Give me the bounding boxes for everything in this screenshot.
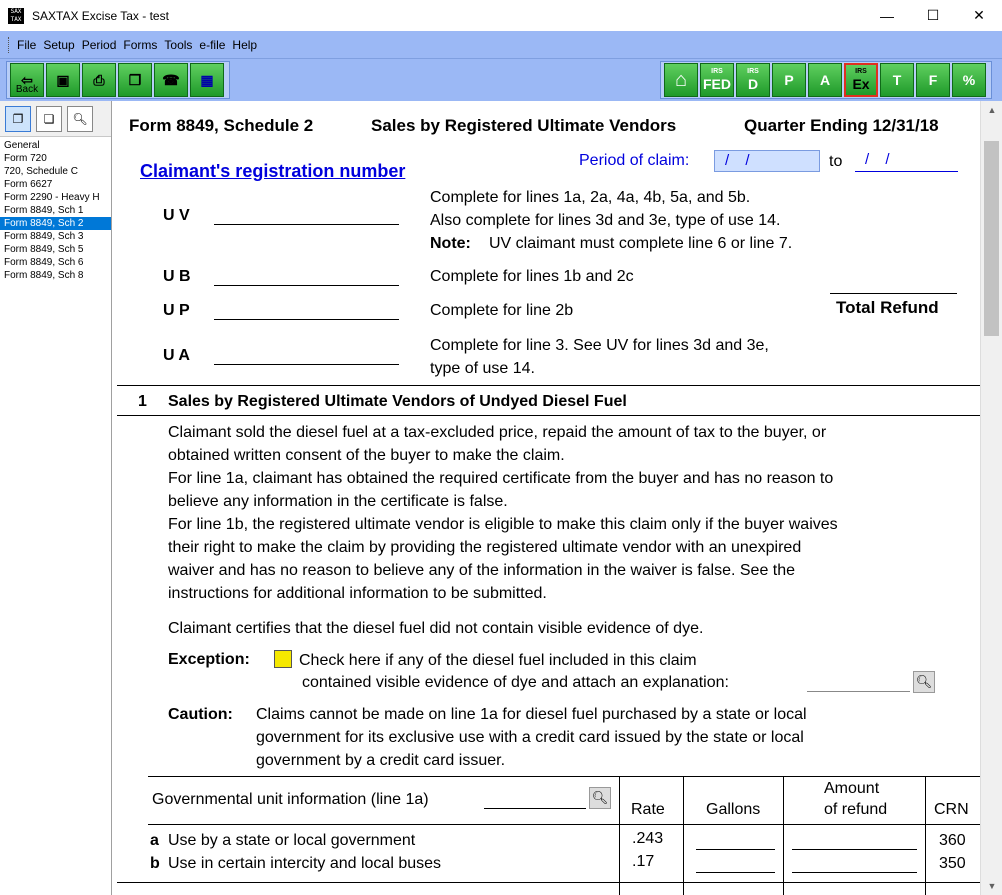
copy-button[interactable]: [118, 63, 152, 97]
exception-checkbox[interactable]: [274, 650, 292, 668]
caution-line: Claims cannot be made on line 1a for diesel fuel purchased by a state or local: [256, 706, 807, 723]
row-crn: 360: [939, 832, 966, 849]
fax-icon: ☎: [162, 71, 180, 88]
form-list-item[interactable]: Form 8849, Sch 6: [4, 257, 84, 268]
exception-label: Exception:: [168, 651, 250, 668]
col-crn-header: CRN: [934, 801, 969, 818]
calculator-button[interactable]: [190, 63, 224, 97]
refund-amount-input[interactable]: [792, 832, 917, 850]
claimant-registration-label: Claimant's registration number: [140, 161, 406, 181]
forms-view-icon[interactable]: ❐: [5, 106, 31, 132]
form-subtitle: Sales by Registered Ultimate Vendors: [371, 116, 677, 135]
quarter-ending: Quarter Ending 12/31/18: [744, 116, 939, 135]
row-crn: 350: [939, 855, 966, 872]
maximize-button[interactable]: ☐: [926, 7, 940, 23]
percent-button[interactable]: %: [952, 63, 986, 97]
forms-panel: [0, 101, 112, 895]
form-list-item[interactable]: Form 2290 - Heavy H: [4, 192, 100, 203]
toolbar-left-group: [6, 61, 230, 99]
row-description: Use in certain intercity and local buses: [168, 855, 442, 872]
save-button[interactable]: [46, 63, 80, 97]
note-label: Note:: [430, 235, 471, 252]
total-refund-label: Total Refund: [836, 298, 939, 317]
instruction-line: Claimant sold the diesel fuel at a tax-excluded price, repaid the amount of tax to the buyer, or: [168, 424, 827, 441]
governmental-unit-label: Governmental unit information (line 1a): [152, 791, 429, 808]
t-button[interactable]: T: [880, 63, 914, 97]
row-letter: b: [150, 855, 160, 872]
print-icon: ⎙: [93, 71, 105, 88]
form-list-item[interactable]: Form 8849, Sch 1: [4, 205, 84, 216]
scroll-down-icon[interactable]: ▼: [987, 881, 997, 891]
period-to-field[interactable]: / /: [855, 150, 958, 172]
period-from-field[interactable]: / /: [714, 150, 820, 172]
line-1-title: Sales by Registered Ultimate Vendors of Undyed Diesel Fuel: [168, 393, 627, 410]
menu-file[interactable]: File: [17, 37, 37, 52]
uv-desc-1: Complete for lines 1a, 2a, 4a, 4b, 5a, and 5b.: [430, 189, 751, 206]
ua-code: U A: [163, 347, 190, 364]
minimize-button[interactable]: —: [880, 7, 894, 24]
period-of-claim-label: Period of claim:: [579, 152, 690, 169]
window-title: SAXTAX Excise Tax - test: [32, 8, 169, 23]
table-col-divider: [683, 776, 684, 895]
form-list-item[interactable]: Form 6627: [4, 179, 53, 190]
title-bar: [0, 0, 1002, 31]
instruction-line: instructions for additional information to be submitted.: [168, 585, 547, 602]
menu-setup[interactable]: Setup: [43, 37, 75, 52]
form-list-item[interactable]: Form 8849, Sch 3: [4, 231, 84, 242]
form-list-item[interactable]: Form 720: [4, 153, 47, 164]
total-refund-line: [830, 293, 957, 294]
p-button[interactable]: P: [772, 63, 806, 97]
app-icon: SAX TAX: [8, 8, 24, 24]
instruction-line: For line 1a, claimant has obtained the required certificate from the buyer and has no reason to: [168, 470, 834, 487]
to-label: to: [829, 153, 843, 170]
vertical-scrollbar[interactable]: [980, 101, 1002, 895]
preview-icon[interactable]: 🔍︎: [67, 106, 93, 132]
irs-d-button[interactable]: IRS D: [736, 63, 770, 97]
table-top-border: [148, 776, 980, 777]
ub-code: U B: [163, 268, 191, 285]
col-amount-header: Amount: [824, 780, 880, 797]
form-list-item[interactable]: 720, Schedule C: [4, 166, 78, 177]
ub-desc: Complete for lines 1b and 2c: [430, 268, 634, 285]
governmental-unit-field[interactable]: [484, 791, 586, 809]
fed-button[interactable]: IRS FED: [700, 63, 734, 97]
explanation-search-icon[interactable]: 🔍︎: [913, 671, 935, 693]
menu-period[interactable]: Period: [81, 37, 117, 52]
menu-forms[interactable]: Forms: [123, 37, 158, 52]
forms-panel-toolbar: [0, 101, 111, 137]
back-icon: ⇦: [21, 71, 33, 88]
gallons-input[interactable]: [696, 855, 775, 873]
menu-efile[interactable]: e-file: [199, 37, 226, 52]
menu-bar: [0, 31, 1002, 59]
menu-help[interactable]: Help: [232, 37, 258, 52]
section-divider: [117, 385, 980, 386]
close-button[interactable]: ✕: [973, 7, 985, 23]
caution-label: Caution:: [168, 706, 233, 723]
excise-button[interactable]: IRS Ex: [844, 63, 878, 97]
col-gallons-header: Gallons: [706, 801, 761, 818]
home-button[interactable]: [664, 63, 698, 97]
ua-registration-field[interactable]: [214, 347, 399, 365]
governmental-unit-search-icon[interactable]: 🔍︎: [589, 787, 611, 809]
instruction-line: their right to make the claim by providing the registered ultimate vendor with an unexpired: [168, 539, 802, 556]
up-code: U P: [163, 302, 190, 319]
instruction-line: believe any information in the certificate is false.: [168, 493, 508, 510]
f-button[interactable]: F: [916, 63, 950, 97]
table-col-divider: [925, 776, 926, 895]
up-registration-field[interactable]: [214, 302, 399, 320]
scrollbar-thumb[interactable]: [984, 141, 999, 336]
caution-line: government for its exclusive use with a credit card issued by the state or local: [256, 729, 804, 746]
form-area: [117, 101, 980, 895]
table-header-border: [148, 824, 980, 825]
section-divider: [117, 415, 980, 416]
ua-desc-1: Complete for line 3. See UV for lines 3d and 3e,: [430, 337, 769, 354]
uv-desc-2: Also complete for lines 3d and 3e, type of use 14.: [430, 212, 781, 229]
form-list-item[interactable]: General: [4, 140, 40, 151]
scroll-up-icon[interactable]: ▲: [987, 105, 997, 115]
form-title: Form 8849, Schedule 2: [129, 116, 314, 135]
ub-registration-field[interactable]: [214, 268, 399, 286]
gallons-input[interactable]: [696, 832, 775, 850]
instruction-line: obtained written consent of the buyer to make the claim.: [168, 447, 565, 464]
exception-text-2: contained visible evidence of dye and attach an explanation:: [302, 674, 729, 691]
row-rate: .17: [632, 853, 655, 870]
calculator-icon: ▦: [200, 71, 214, 88]
row-description: Use by a state or local government: [168, 832, 416, 849]
menu-tools[interactable]: Tools: [164, 37, 193, 52]
certification-text: Claimant certifies that the diesel fuel did not contain visible evidence of dye.: [168, 620, 704, 637]
copy-icon: ❐: [128, 71, 142, 88]
a-button[interactable]: A: [808, 63, 842, 97]
form-list-item[interactable]: Form 8849, Sch 8: [4, 270, 84, 281]
caution-line: government by a credit card issuer.: [256, 752, 506, 769]
form-list: [0, 137, 111, 282]
form-list-item-selected[interactable]: Form 8849, Sch 2: [0, 217, 111, 230]
note-text: UV claimant must complete line 6 or line 7.: [489, 235, 793, 252]
uv-registration-field[interactable]: [214, 207, 399, 225]
col-amount-header-2: of refund: [824, 801, 888, 818]
line-1-number: 1: [138, 393, 147, 410]
table-col-divider: [619, 776, 620, 895]
exception-text-1: Check here if any of the diesel fuel included in this claim: [299, 652, 697, 669]
explanation-field[interactable]: [807, 674, 910, 692]
ua-desc-2: type of use 14.: [430, 360, 535, 377]
refund-amount-input[interactable]: [792, 855, 917, 873]
pages-view-icon[interactable]: ❏: [36, 106, 62, 132]
toolbar: [0, 59, 1002, 101]
save-icon: ▣: [56, 71, 70, 88]
home-icon: ⌂: [674, 68, 688, 91]
menu-grip: [8, 37, 11, 53]
instruction-line: waiver and has no reason to believe any of the information in the waiver is false. See the: [168, 562, 796, 579]
toolbar-right-group: [660, 61, 992, 99]
row-rate: .243: [632, 830, 664, 847]
back-label: Back: [15, 84, 39, 95]
col-rate-header: Rate: [631, 801, 665, 818]
print-button[interactable]: [82, 63, 116, 97]
up-desc: Complete for line 2b: [430, 302, 574, 319]
fax-button[interactable]: [154, 63, 188, 97]
instruction-line: For line 1b, the registered ultimate vendor is eligible to make this claim only if the buyer waives: [168, 516, 838, 533]
row-letter: a: [150, 832, 159, 849]
table-col-divider: [783, 776, 784, 895]
form-list-item[interactable]: Form 8849, Sch 5: [4, 244, 84, 255]
back-button[interactable]: [10, 63, 44, 97]
table-bottom-border: [117, 882, 980, 883]
uv-code: U V: [163, 207, 190, 224]
